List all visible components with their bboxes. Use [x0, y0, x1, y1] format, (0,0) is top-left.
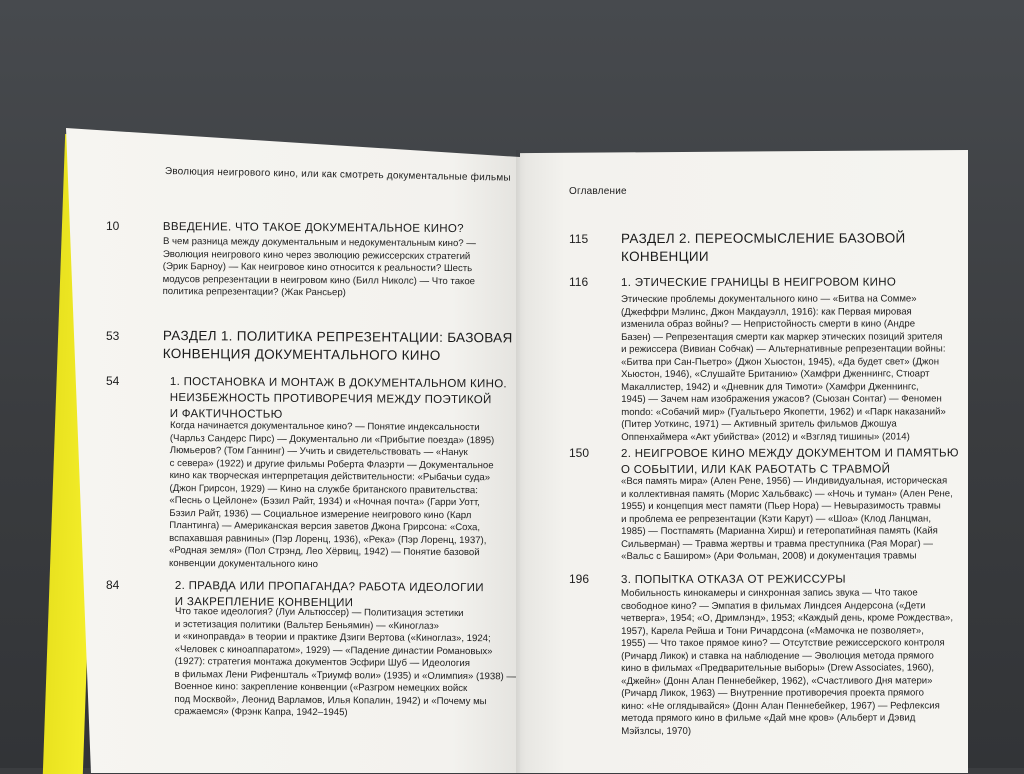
toc-description-line: метода прямого кино в фильме «Дай мне кров» (Альберт и Дэвид: [621, 712, 916, 724]
toc-title-line: О СОБЫТИИ, ИЛИ КАК РАБОТАТЬ С ТРАВМОЙ: [621, 463, 891, 476]
toc-description-line: (Ричард Ликок, 1963) — Внутренние противоречия проекта прямого: [621, 687, 924, 699]
toc-description-line: 1957), Карела Рейша и Тони Ричардсона («Мамочка не позволяет»,: [621, 624, 924, 637]
toc-description-line: «Песнь о Цейлоне» (Бэзил Райт, 1934) и «Ночная почта» (Гарри Уотт,: [169, 494, 480, 509]
toc-description-line: «Битва при Сан-Пьетро» (Джон Хьюстон, 1945), «Да будет свет» (Джон: [621, 355, 940, 368]
toc-description-line: кино как творческая интерпретация действительности: «Рыбачьи суда»: [169, 469, 491, 484]
toc-description-line: и «киноправда» в теории и практике Дзиги Вертова («Киноглаз», 1924;: [174, 630, 491, 645]
toc-description-line: (Эрик Барноу) — Как неигровое кино относится к реальности? Шесть: [162, 260, 473, 275]
toc-description-line: вспахавшая равнины» (Пэр Лоренц, 1936), «Река» (Пэр Лоренц, 1937),: [169, 532, 487, 546]
toc-description-line: (Ричард Ликок) и ставка на наблюдение — Эволюция метода прямого: [621, 649, 934, 662]
toc-description-line: и эстетизация политики (Вальтер Беньямин) — «Киноглаз»: [174, 618, 440, 632]
toc-entry-description: [621, 587, 953, 738]
toc-description-line: Оппенхаймера «Акт убийства» (2012) и «Взгляд тишины» (2014): [621, 430, 910, 443]
toc-page-number: 10: [106, 219, 120, 233]
toc-description-line: Когда начинается документальное кино? — Понятие индексальности: [169, 420, 480, 434]
toc-page-number: 150: [569, 446, 590, 460]
toc-description-line: (Джон Грирсон, 1929) — Кино на службе британского правительства:: [169, 482, 478, 496]
toc-title-line: И ФАКТИЧНОСТЬЮ: [169, 407, 283, 421]
toc-description-line: Макаллистер, 1942) и «Дневник для Тимоти» (Хамфри Дженнингс,: [621, 380, 919, 393]
toc-description-line: и проблема ее репрезентации (Кэти Карут) — «Шоа» (Клод Ланцман,: [621, 512, 932, 525]
toc-description-line: (Чарльз Сандерс Пирс) — Документально ли «Прибытие поезда» (1895): [169, 432, 495, 446]
toc-description-line: в фильмах Лени Рифеншталь «Триумф воли» (1935) и «Олимпия» (1938) —: [174, 668, 517, 682]
toc-description-line: свободное кино? — Эмпатия в фильмах Линдсея Андерсона («Дети: [621, 599, 926, 612]
toc-description-line: «Родная земля» (Пол Стрэнд, Лео Хёрвиц, 1942) — Понятие базовой: [169, 544, 480, 559]
toc-entry-title: [163, 219, 464, 237]
toc-entry-title: [621, 230, 906, 266]
toc-title-line: 1. ЭТИЧЕСКИЕ ГРАНИЦЫ В НЕИГРОВОМ КИНО: [621, 276, 897, 289]
toc-title-line: РАЗДЕЛ 2. ПЕРЕОСМЫСЛЕНИЕ БАЗОВОЙ: [621, 230, 906, 246]
toc-page-number: 54: [106, 374, 120, 388]
book-gutter-shadow: [516, 150, 526, 773]
toc-title-line: ВВЕДЕНИЕ. ЧТО ТАКОЕ ДОКУМЕНТАЛЬНОЕ КИНО?: [162, 220, 464, 236]
toc-entry-title: [621, 445, 959, 478]
right-running-head: Оглавление: [569, 186, 627, 197]
toc-description-line: кино: «Не оглядывайся» (Донн Алан Пеннебейкер, 1967) — Рефлексия: [621, 699, 940, 712]
toc-entry-description: [621, 293, 946, 444]
toc-entry-description: [174, 606, 516, 721]
left-running-head: Эволюция неигрового кино, или как смотреть документальные фильмы: [164, 166, 511, 184]
toc-description-line: 1955) и концепция мест памяти (Пьер Нора) — Невыразимость травмы: [621, 500, 941, 512]
toc-title-line: 1. ПОСТАНОВКА И МОНТАЖ В ДОКУМЕНТАЛЬНОМ КИНО.: [169, 375, 507, 391]
toc-entry-title: [621, 572, 846, 588]
toc-entry-description: [621, 475, 953, 563]
toc-page-number: 84: [106, 578, 120, 592]
toc-description-line: Хьюстон, 1946), «Слушайте Британию» (Хамфри Дженнингс, Стюарт: [621, 368, 930, 380]
toc-page-number: 115: [569, 232, 589, 246]
toc-title-line: НЕИЗБЕЖНОСТЬ ПРОТИВОРЕЧИЯ МЕЖДУ ПОЭТИКОЙ: [169, 391, 492, 407]
toc-description-line: Мэйзлсы, 1970): [621, 725, 692, 737]
toc-description-line: mondo: «Собачий мир» (Гуальтьеро Якопетти, 1962) и «Парк наказаний»: [621, 405, 946, 418]
toc-description-line: 1985) — Постпамять (Марианна Хирш) и гетеропатийная память (Кайя: [621, 525, 938, 537]
toc-title-line: КОНВЕНЦИЯ ДОКУМЕНТАЛЬНОГО КИНО: [162, 345, 441, 363]
toc-description-line: (Питер Уоткинс, 1971) — Активный зритель фильмов Джошуа: [621, 418, 897, 430]
toc-description-line: Что такое идеология? (Луи Альтюссер) — Политизация эстетики: [174, 606, 464, 620]
toc-description-line: 1955) — Что такое прямое кино? — Отсутствие режиссерского контроля: [621, 637, 945, 649]
toc-description-line: Бэзил Райт, 1936) — Социальное измерение неигрового кино (Карл: [169, 507, 472, 521]
toc-description-line: Мобильность кинокамеры и синхронная запись звука — Что такое: [621, 587, 918, 599]
toc-title-line: И ЗАКРЕПЛЕНИЕ КОНВЕНЦИИ: [174, 595, 354, 610]
toc-description-line: конвенции документального кино: [168, 557, 318, 570]
toc-description-line: четверга», 1954; «О, Дримлэнд», 1953; «Каждый день, кроме Рождества»,: [621, 612, 954, 624]
toc-description-line: «Джейн» (Донн Алан Пеннебейкер, 1962), «Счастливого Дня матери»: [621, 674, 933, 687]
toc-description-line: Сильверман) — Травма жертвы и травма преступника (Рая Мораг) —: [621, 537, 933, 550]
toc-description-line: В чем разница между документальным и недокументальным кино? —: [162, 236, 476, 250]
toc-description-line: кино в фильмах «Предварительные выборы» (Drew Associates, 1960),: [621, 662, 935, 674]
toc-description-line: Эволюция неигрового кино через эволюцию режиссерских стратегий: [162, 248, 471, 262]
toc-description-line: модусов репрезентации в неигровом кино (Билл Николс) — Что такое: [162, 273, 476, 287]
toc-title-line: РАЗДЕЛ 1. ПОЛИТИКА РЕПРЕЗЕНТАЦИИ: БАЗОВАЯ: [162, 327, 513, 346]
toc-entry-description: [163, 236, 476, 301]
toc-description-line: (Джеффри Мэлинс, Джон Макдауэлл, 1916): как Первая мировая: [621, 305, 912, 318]
toc-description-line: сражаемся» (Фрэнк Капра, 1942–1945): [174, 705, 348, 719]
toc-page-number: 196: [569, 572, 590, 586]
toc-title-line: 3. ПОПЫТКА ОТКАЗА ОТ РЕЖИССУРЫ: [621, 573, 846, 586]
toc-description-line: Плантинга) — Американская версия заветов Джона Грирсона: «Соха,: [169, 519, 481, 534]
toc-description-line: с севера» (1922) и другие фильмы Роберта Флаэрти — Документальное: [169, 457, 494, 471]
toc-description-line: изменила образ войны? — Непристойность смерти в кино (Андре: [621, 318, 916, 330]
toc-entry-title: [163, 327, 513, 365]
toc-page-number: 116: [569, 275, 589, 289]
toc-description-line: «Человек с киноаппаратом», 1929) — «Падение династии Романовых»: [174, 643, 493, 657]
toc-entry-title: [621, 275, 896, 291]
toc-description-line: и коллективная память (Морис Хальбвакс) — «Ночь и туман» (Ален Рене,: [621, 487, 953, 500]
toc-entry-title: [170, 374, 507, 424]
toc-description-line: под Москвой», Леонид Варламов, Илья Копалин, 1942) и «Почему мы: [174, 693, 487, 707]
toc-description-line: Базен) — Репрезентация смерти как маркер этических позиций зрителя: [621, 330, 943, 343]
toc-title-line: 2. ПРАВДА ИЛИ ПРОПАГАНДА? РАБОТА ИДЕОЛОГИИ: [174, 579, 484, 595]
toc-title-line: 2. НЕИГРОВОЕ КИНО МЕЖДУ ДОКУМЕНТОМ И ПАМЯТЬЮ: [621, 447, 959, 460]
toc-description-line: «Вся память мира» (Ален Рене, 1956) — Индивидуальная, историческая: [621, 475, 948, 487]
toc-description-line: и режиссера (Вивиан Собчак) — Альтернативные репрезентации войны:: [621, 343, 946, 355]
toc-description-line: политика репрезентации? (Жак Рансьер): [162, 285, 346, 299]
toc-description-line: (1927): стратегия монтажа документов Эсфири Шуб — Идеология: [174, 655, 470, 670]
toc-description-line: Военное кино: закрепление конвенции («Разгром немецких войск: [174, 680, 468, 695]
toc-page-number: 53: [106, 329, 120, 343]
toc-description-line: Этические проблемы документального кино — «Битва на Сомме»: [621, 293, 917, 305]
toc-title-line: КОНВЕНЦИИ: [621, 248, 709, 264]
toc-entry-description: [169, 420, 494, 572]
toc-description-line: Люмьеров? (Том Ганнинг) — Учить и свидетельствовать — «Нанук: [169, 444, 468, 459]
toc-description-line: 1945) — Зачем нам изображения ужасов? (Сьюзан Сонтаг) — Феномен: [621, 393, 942, 405]
toc-description-line: «Вальс с Баширом» (Ари Фольман, 2008) и документация травмы: [621, 550, 917, 562]
